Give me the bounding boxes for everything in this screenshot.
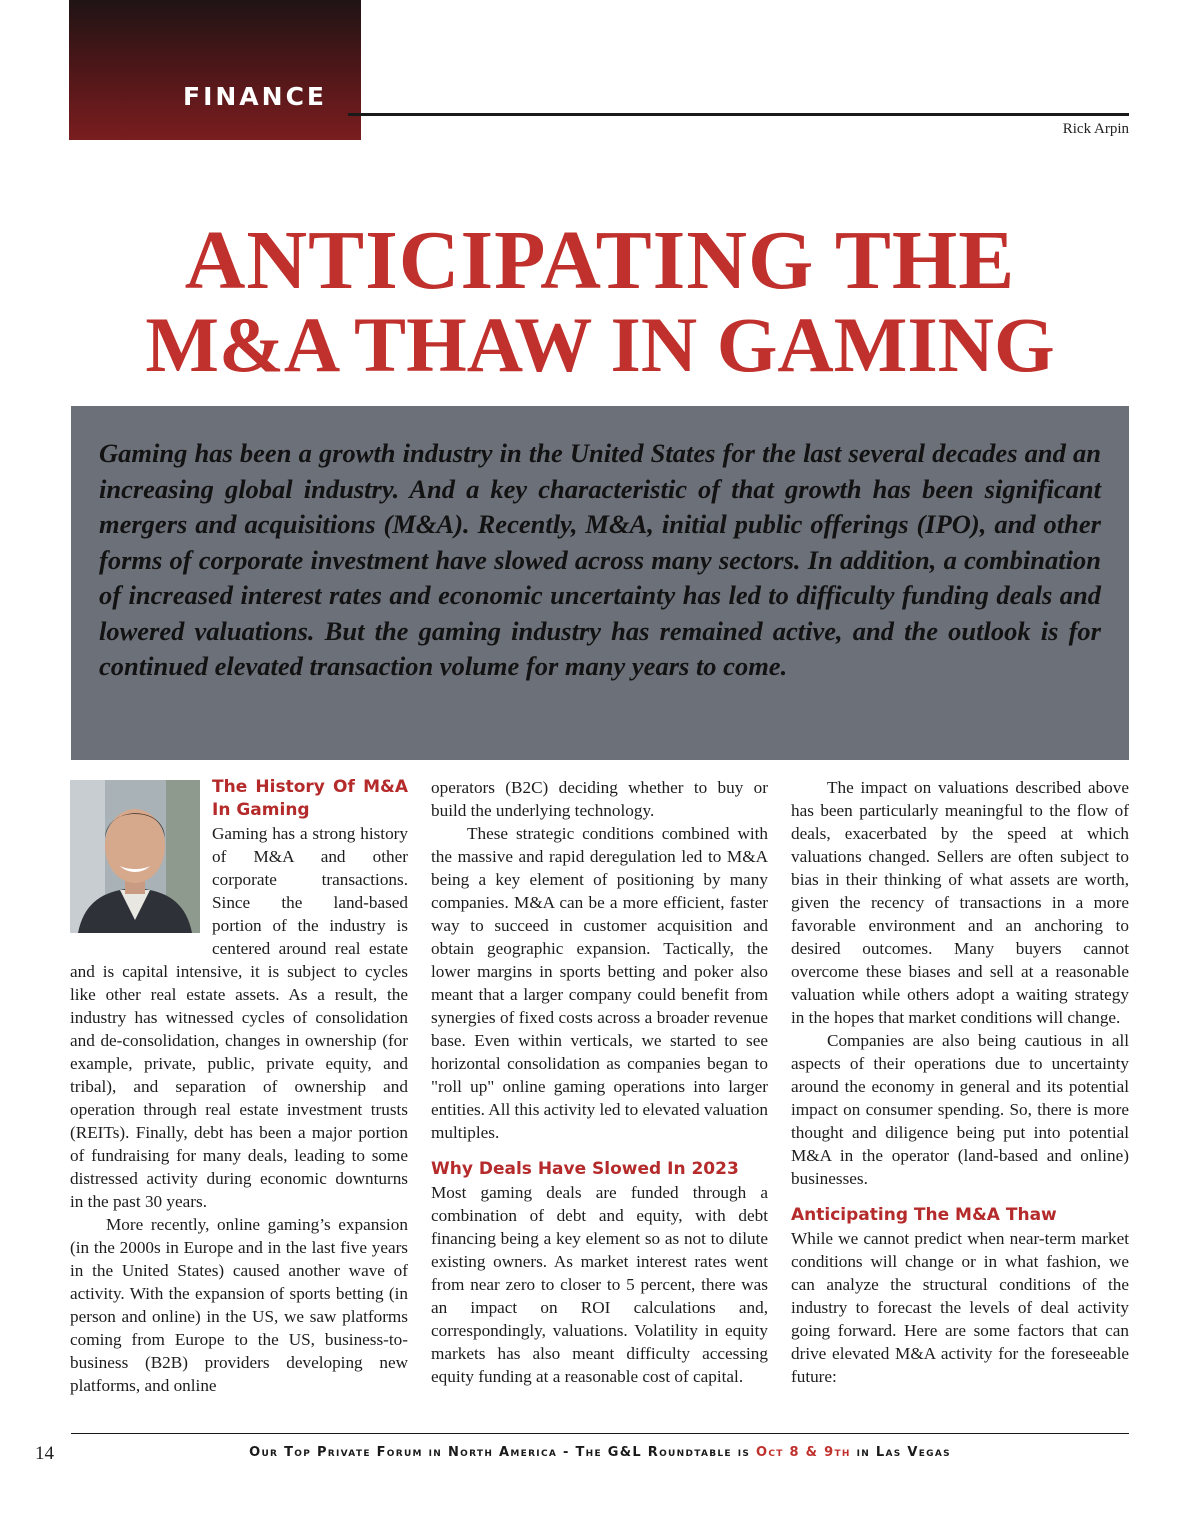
paragraph: More recently, online gaming’s expansion (in the 2000s in Europe and in the last five years in the United States) caused another wave of activity. With the expansion of sports betting (in person and online) in the US, we saw platforms coming from Europe to the US, business-to-business (B2B) providers developing new platforms, and online xyxy=(70,1215,408,1395)
article-column-1 xyxy=(70,776,408,1397)
subhead-history: The History Of M&A In Gaming xyxy=(212,777,408,820)
footer-banner xyxy=(0,1445,1200,1460)
author-portrait-image xyxy=(70,780,200,933)
section-label: FINANCE xyxy=(183,82,327,111)
paragraph: Gaming has a strong history of M&A and other corporate transactions. Since the land-based portion of the industry is centered around real estate and is capital intensive, it is subject to cycles like other real estate assets. As a result, the industry has witnessed cycles of consolidation and de-consolidation, changes in ownership (for example, private, public, private equity, and tribal), and separation of ownership and operation through real estate investment trusts (REITs). Finally, debt has been a major portion of fundraising for many deals, leading to some distressed activity during economic downturns in the past 30 years. xyxy=(70,824,408,1211)
author-byline: Rick Arpin xyxy=(1062,121,1129,137)
footer-banner-date: Oct 8 & 9th xyxy=(755,1445,851,1460)
subhead-deals-slowed: Why Deals Have Slowed In 2023 xyxy=(431,1159,739,1179)
page-number: 14 xyxy=(35,1443,54,1464)
spacer xyxy=(791,1190,1129,1204)
subhead-anticipating-thaw: Anticipating The M&A Thaw xyxy=(791,1205,1057,1225)
paragraph: These strategic conditions combined with the massive and rapid deregulation led to M&A being a key element of positioning by many companies. M&A can be a more efficient, faster way to succeed in customer acquisition and obtain geographic expansion. Tactically, the lower margins in sports betting and poker also meant that a larger company could benefit from synergies of fixed costs across a broader revenue base. Even within verticals, we started to see horizontal consolidation as companies began to "roll up" online gaming operations into larger entities. All this activity led to elevated valuation multiples. xyxy=(431,824,768,1142)
header-rule xyxy=(348,113,1129,116)
paragraph: Most gaming deals are funded through a combination of debt and equity, with debt financing being a key element so as not to dilute existing owners. As market interest rates went from near zero to closer to 5 percent, there was an impact on ROI calculations and, correspondingly, valuations. Volatility in equity markets has also meant difficulty accessing equity funding at a reasonable cost of capital. xyxy=(431,1183,768,1386)
author-photo xyxy=(70,780,200,933)
lede-box xyxy=(71,406,1129,760)
headline-line-1: ANTICIPATING THE xyxy=(184,214,1016,307)
spacer xyxy=(431,1144,768,1158)
paragraph: The impact on valuations described above has been particularly meaningful to the flow of deals, exacerbated by the speed at which valuations changed. Sellers are often subject to bias in their thinking of what assets are worth, given the recency of transactions in a more favorable environment and an anchoring to desired outcomes. Many buyers cannot overcome these biases and sell at a reasonable valuation while others adopt a waiting strategy in the hopes that market conditions will change. xyxy=(791,778,1129,1027)
section-tab xyxy=(69,0,361,140)
headline-line-2: M&A THAW IN GAMING xyxy=(145,301,1055,388)
paragraph: operators (B2C) deciding whether to buy or build the underlying technology. xyxy=(431,778,768,820)
article-column-2 xyxy=(431,776,768,1388)
lede-text: Gaming has been a growth industry in the United States for the last several decades and an increasing global industry. And a key characteristic of that growth has been significant mergers and acquisitions (M&A). Recently, M&A, initial public offerings (IPO), and other forms of corporate investment have slowed across many sectors. In addition, a combination of increased interest rates and economic uncertainty has led to difficulty funding deals and lowered valuations. But the gaming industry has remained active, and the outlook is for continued elevated transaction volume for many years to come. xyxy=(99,438,1101,681)
footer-rule xyxy=(71,1433,1129,1434)
footer-banner-location: in Las Vegas xyxy=(850,1445,951,1460)
paragraph: Companies are also being cautious in all aspects of their operations due to uncertainty around the economy in general and its potential impact on consumer spending. So, there is more thought and diligence being put into potential M&A in the operator (land-based and online) businesses. xyxy=(791,1031,1129,1188)
footer-banner-text: Our Top Private Forum in North America - The G&L Roundtable is xyxy=(249,1445,756,1460)
paragraph: While we cannot predict when near-term market conditions will change or in what fashion, we can analyze the structural conditions of the industry to forecast the levels of deal activity going forward. Here are some factors that can drive elevated M&A activity for the foreseeable future: xyxy=(791,1229,1129,1386)
article-column-3 xyxy=(791,776,1129,1388)
